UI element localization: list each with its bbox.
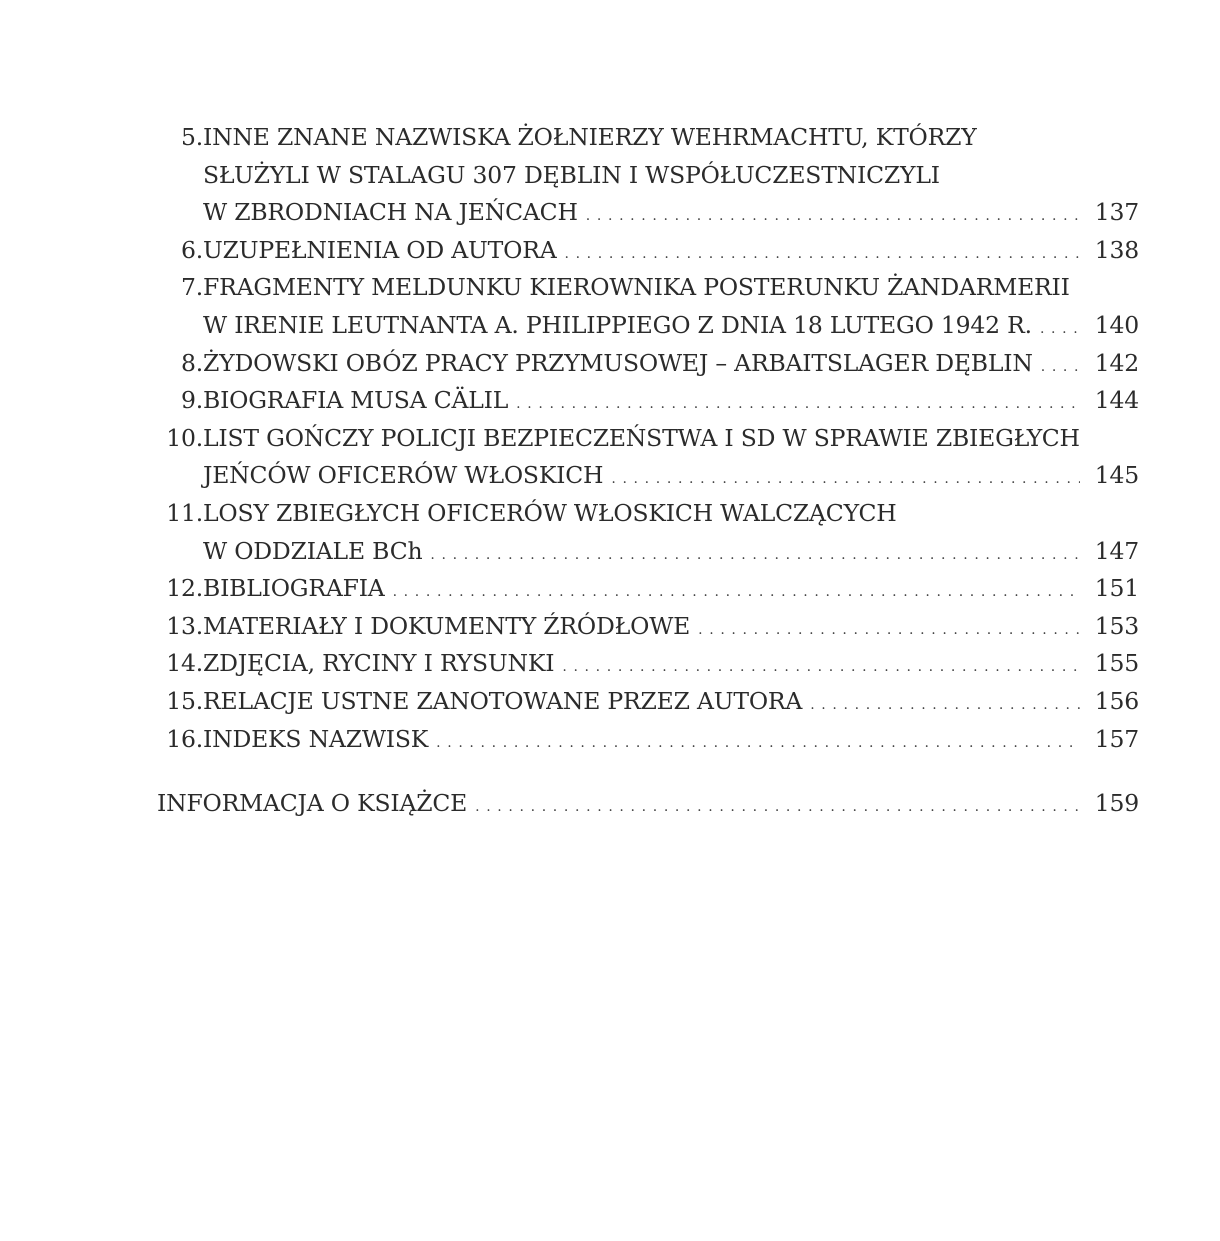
dot-leader [810, 683, 1080, 725]
toc-entry-title: MATERIAŁY I DOKUMENTY ŹRÓDŁOWE [203, 611, 691, 640]
toc-entry-line [157, 608, 1139, 646]
toc-entry-number: 15. [166, 686, 203, 715]
dot-leader [1040, 307, 1080, 349]
toc-entry-title: JEŃCÓW OFICERÓW WŁOSKICH [203, 461, 604, 490]
toc-entry-number: 16. [166, 724, 203, 753]
toc-entry-line [157, 645, 1139, 683]
toc-entry-line [157, 420, 1139, 458]
toc-entry-number: 5. [180, 123, 203, 151]
toc-entry[interactable] [157, 232, 1139, 270]
toc-entry-page-number: 159 [1094, 789, 1139, 818]
toc-entry-line [157, 495, 1139, 533]
toc-entry-page-number: 140 [1094, 310, 1139, 339]
toc-entry-page-number: 137 [1094, 198, 1139, 227]
toc-entry-title: ZDJĘCIA, RYCINY I RYSUNKI [203, 649, 555, 678]
toc-entry-number: 11. [166, 498, 203, 527]
toc-entry-title: BIBLIOGRAFIA [203, 574, 385, 603]
toc-entry-line [157, 683, 1139, 721]
toc-entry-page-number: 147 [1094, 536, 1139, 565]
toc-entry-line [157, 533, 1139, 571]
toc-entry-line [157, 345, 1139, 383]
toc-entry-book-info[interactable] [157, 785, 1139, 823]
toc-entry-line [157, 570, 1139, 608]
toc-entry-title: LIST GOŃCZY POLICJI BEZPIECZEŃSTWA I SD W SPRAWIE ZBIEGŁYCH [203, 423, 1080, 452]
toc-entry-number: 12. [166, 574, 203, 603]
toc-entry-page-number: 145 [1094, 461, 1139, 490]
toc-entry-line [157, 457, 1139, 495]
toc-entry-title: FRAGMENTY MELDUNKU KIEROWNIKA POSTERUNKU ŻANDARMERII [203, 273, 1070, 302]
dot-leader [436, 721, 1080, 763]
toc-entry-title: ŻYDOWSKI OBÓZ PRACY PRZYMUSOWEJ – ARBAITSLAGER DĘBLIN [203, 348, 1033, 377]
toc-entry-title: INNE ZNANE NAZWISKA ŻOŁNIERZY WEHRMACHTU, KTÓRZY [203, 123, 977, 151]
toc-entry[interactable] [157, 119, 1139, 232]
toc-entry-page-number: 155 [1094, 649, 1139, 678]
toc-entry[interactable] [157, 570, 1139, 608]
toc-entry-number: 14. [166, 649, 203, 678]
toc-entry[interactable] [157, 345, 1139, 383]
dot-leader [516, 382, 1080, 424]
dot-leader [586, 194, 1080, 236]
toc-entry-title: SŁUŻYLI W STALAGU 307 DĘBLIN I WSPÓŁUCZESTNICZYLI [203, 160, 940, 189]
toc-entry[interactable] [157, 608, 1139, 646]
dot-leader [611, 457, 1080, 499]
toc-entry-number: 10. [166, 423, 203, 452]
dot-leader [393, 570, 1080, 612]
dot-leader [475, 785, 1080, 827]
dot-leader [698, 608, 1080, 650]
toc-entry-page-number: 153 [1094, 611, 1139, 640]
toc-entry-line [157, 119, 1139, 157]
toc-entry-title: RELACJE USTNE ZANOTOWANE PRZEZ AUTORA [203, 686, 803, 715]
toc-entry[interactable] [157, 269, 1139, 344]
dot-leader [564, 232, 1080, 274]
toc-entry-title: W ZBRODNIACH NA JEŃCACH [203, 198, 578, 227]
toc-entry-page-number: 142 [1094, 348, 1139, 377]
toc-entry[interactable] [157, 721, 1139, 759]
toc-entry-line [157, 194, 1139, 232]
toc-entry-title: UZUPEŁNIENIA OD AUTORA [203, 235, 557, 264]
toc-entry-title: W IRENIE LEUTNANTA A. PHILIPPIEGO Z DNIA 18 LUTEGO 1942 R. [203, 310, 1032, 339]
toc-entry-number: 6. [180, 235, 203, 264]
toc-entry-page-number: 138 [1094, 235, 1139, 264]
toc-entry-title: INDEKS NAZWISK [203, 724, 429, 753]
toc-entry-line [157, 269, 1139, 307]
toc-entry-page-number: 156 [1094, 686, 1139, 715]
section-gap [157, 758, 1139, 785]
toc-entry[interactable] [157, 420, 1139, 495]
toc-entry-page-number: 144 [1094, 386, 1139, 415]
toc-entry-line [157, 721, 1139, 759]
toc-entry-title: INFORMACJA O KSIĄŻCE [157, 789, 468, 818]
table-of-contents [157, 119, 1139, 823]
dot-leader [1041, 345, 1080, 387]
toc-entry-line [157, 157, 1139, 195]
dot-leader [430, 533, 1080, 575]
toc-entry-number: 7. [180, 273, 203, 302]
toc-entry-line [157, 232, 1139, 270]
toc-entry-page-number: 157 [1094, 724, 1139, 753]
toc-entry-number: 8. [180, 348, 203, 377]
toc-entry-title: BIOGRAFIA MUSA CÄLIL [203, 386, 509, 415]
dot-leader [562, 645, 1080, 687]
toc-entry-line [157, 307, 1139, 345]
toc-entry-number: 9. [180, 386, 203, 415]
toc-entry[interactable] [157, 382, 1139, 420]
toc-entry-line [157, 382, 1139, 420]
toc-entry[interactable] [157, 495, 1139, 570]
toc-entry-number: 13. [166, 611, 203, 640]
toc-entry-title: W ODDZIALE BCh [203, 536, 423, 565]
toc-entry[interactable] [157, 645, 1139, 683]
toc-entry-line [157, 785, 1139, 823]
toc-entry-title: LOSY ZBIEGŁYCH OFICERÓW WŁOSKICH WALCZĄCYCH [203, 498, 897, 527]
toc-entry-page-number: 151 [1094, 574, 1139, 603]
toc-entry[interactable] [157, 683, 1139, 721]
